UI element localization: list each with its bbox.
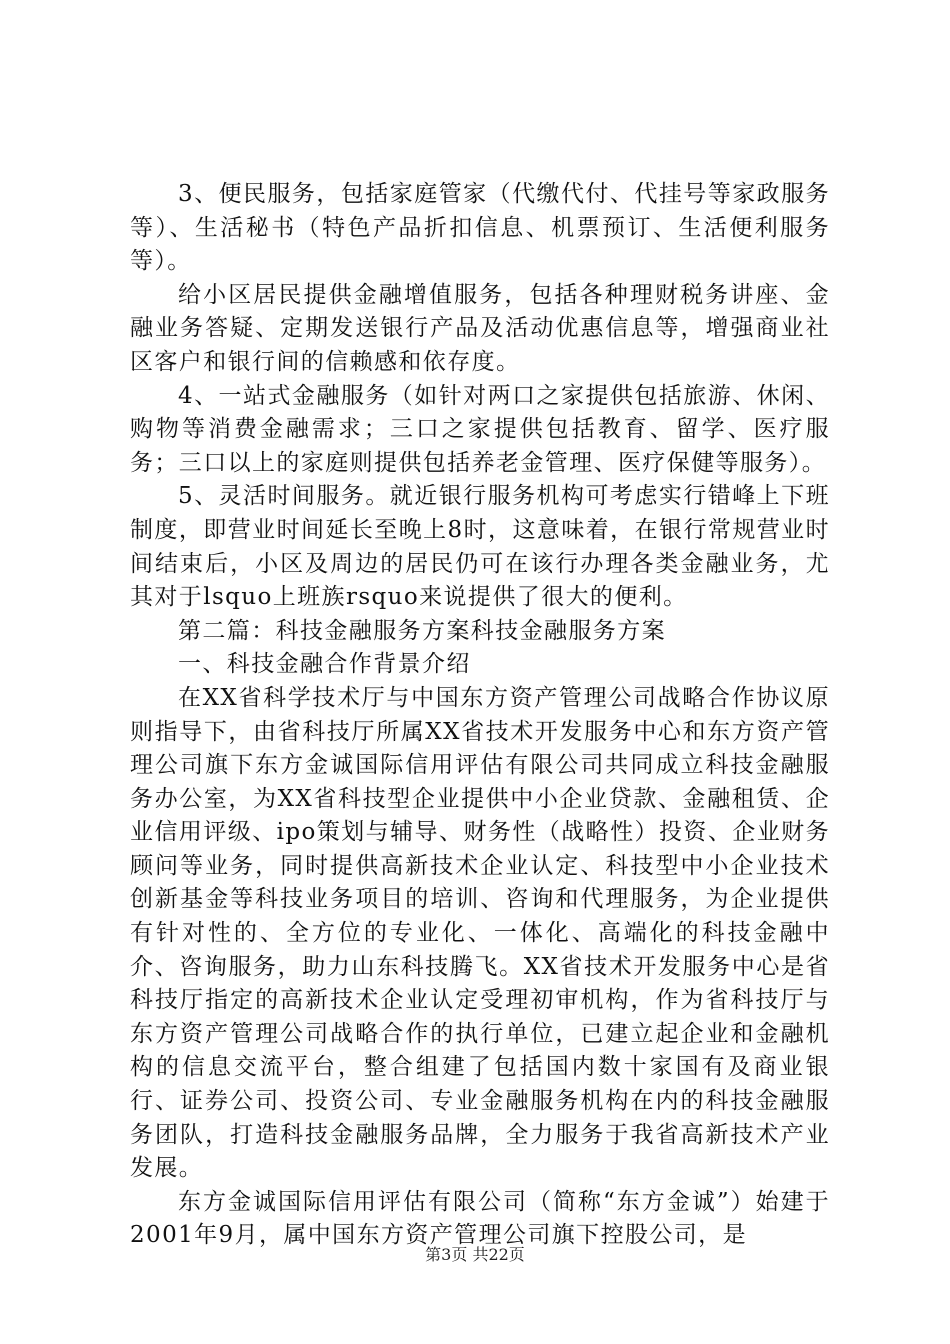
paragraph-value-added-service: 给小区居民提供金融增值服务，包括各种理财税务讲座、金融业务答疑、定期发送银行产品及活动优惠信息等，增强商业社区客户和银行间的信赖感和依存度。 xyxy=(130,281,830,375)
document-body xyxy=(130,178,830,1253)
paragraph-cooperation-background: 在XX省科学技术厅与中国东方资产管理公司战略合作协议原则指导下，由省科技厅所属XX省技术开发服务中心和东方资产管理公司旗下东方金诚国际信用评估有限公司共同成立科技金融服务办公室，为XX省科技型企业提供中小企业贷款、金融租赁、企业信用评级、ipo策划与辅导、财务性（战略性）投资、企业财务顾问等业务，同时提供高新技术企业认定、科技型中小企业技术创新基金等科技业务项目的培训、咨询和代理服务，为企业提供有针对性的、全方位的专业化、一体化、高端化的科技金融中介、咨询服务，助力山东科技腾飞。XX省技术开发服务中心是省科技厅指定的高新技术企业认定受理初审机构，作为省科技厅与东方资产管理公司战略合作的执行单位，已建立起企业和金融机构的信息交流平台，整合组建了包括国内数十家国有及商业银行、证券公司、投资公司、专业金融服务机构在内的科技金融服务团队，打造科技金融服务品牌，全力服务于我省高新技术产业发展。 xyxy=(130,684,830,1182)
paragraph-one-stop-service: 4、一站式金融服务（如针对两口之家提供包括旅游、休闲、购物等消费金融需求；三口之家提供包括教育、留学、医疗服务；三口以上的家庭则提供包括养老金管理、医疗保健等服务）。 xyxy=(130,382,830,476)
section-subheading-background: 一、科技金融合作背景介绍 xyxy=(178,651,471,678)
section-heading-part-two: 第二篇：科技金融服务方案科技金融服务方案 xyxy=(178,617,666,644)
paragraph-dongfang-jincheng-intro: 东方金诚国际信用评估有限公司（简称“东方金诚”）始建于2001年9月，属中国东方资产管理公司旗下控股公司，是 xyxy=(130,1188,830,1249)
paragraph-flexible-time-service: 5、灵活时间服务。就近银行服务机构可考虑实行错峰上下班制度，即营业时间延长至晚上8时，这意味着，在银行常规营业时间结束后，小区及周边的居民仍可在该行办理各类金融业务，尤其对于lsquo上班族rsquo来说提供了很大的便利。 xyxy=(130,483,830,611)
page-number-footer: 第3页 共22页 xyxy=(425,1245,525,1264)
paragraph-convenience-service: 3、便民服务，包括家庭管家（代缴代付、代挂号等家政服务等）、生活秘书（特色产品折扣信息、机票预订、生活便利服务等）。 xyxy=(130,181,830,275)
